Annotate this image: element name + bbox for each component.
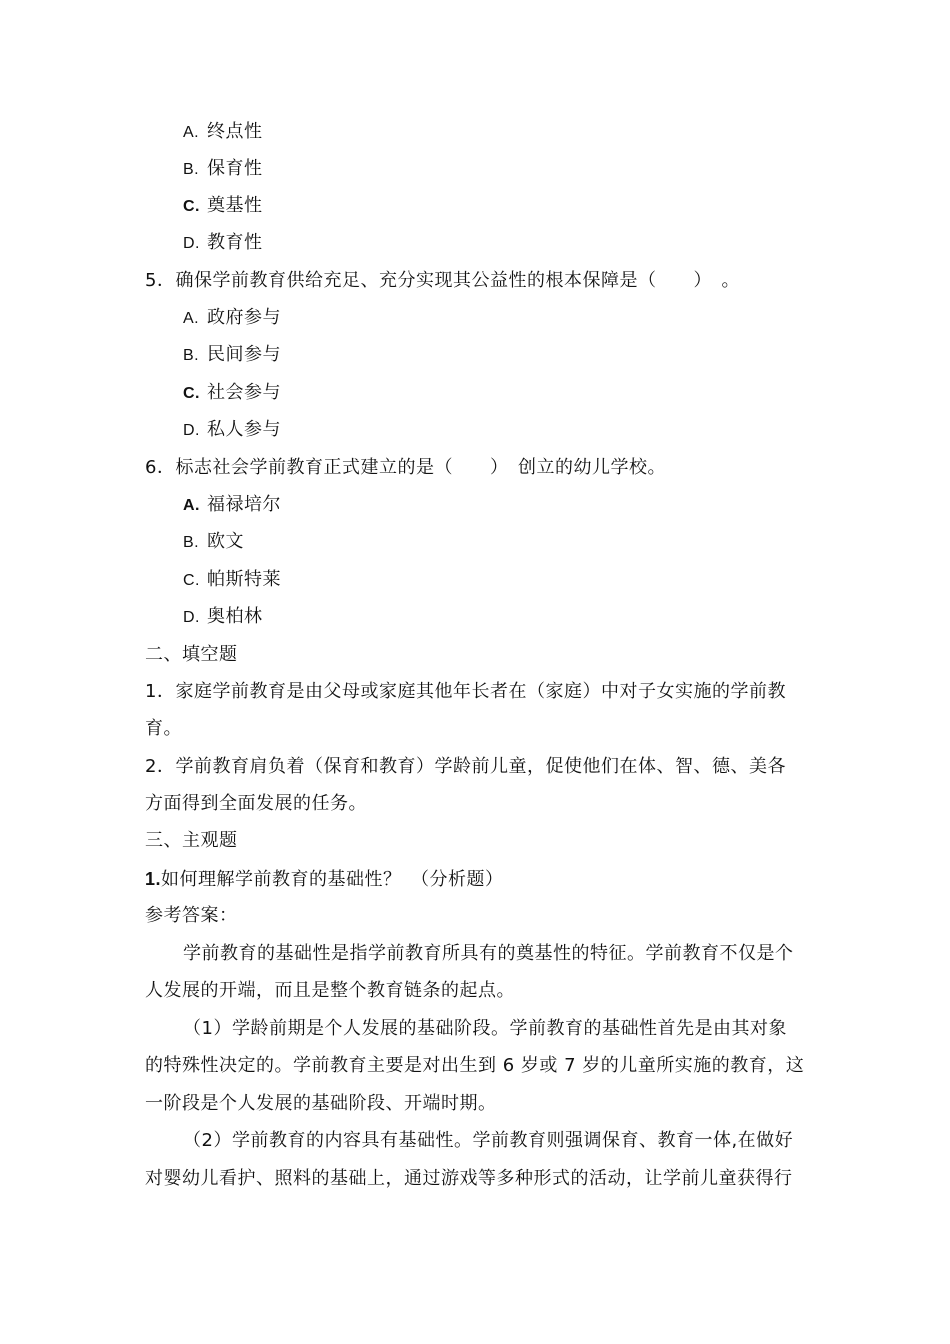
option-text: 民间参与 — [207, 344, 281, 365]
option-text: 政府参与 — [207, 307, 281, 328]
question-text: 如何理解学前教育的基础性？ （分析题） — [161, 869, 504, 890]
option-text: 私人参与 — [207, 419, 281, 440]
q5-option-c — [183, 381, 281, 406]
fill-item-1-line-1: 1．家庭学前教育是由父母或家庭其他年长者在（家庭）中对子女实施的学前教 — [145, 681, 786, 702]
q4-option-b — [183, 157, 263, 182]
answer-p3-line-2: 对婴幼儿看护、照料的基础上，通过游戏等多种形式的活动，让学前儿童获得行 — [145, 1168, 793, 1189]
option-key: B. — [183, 161, 200, 178]
option-text: 帕斯特莱 — [207, 569, 281, 590]
option-text: 教育性 — [207, 232, 263, 253]
subjective-question-1 — [145, 867, 504, 892]
option-key: B. — [183, 347, 200, 364]
option-key: D. — [183, 609, 200, 626]
answer-p2-line-2: 的特殊性决定的。学前教育主要是对出生到 6 岁或 7 岁的儿童所实施的教育，这 — [145, 1055, 805, 1076]
answer-p2-line-3: 一阶段是个人发展的基础阶段、开端时期。 — [145, 1093, 497, 1114]
q6-option-d — [183, 605, 263, 630]
q5-option-b — [183, 343, 281, 368]
option-text: 欧文 — [207, 531, 244, 552]
option-key: C. — [183, 572, 200, 589]
q4-option-d — [183, 231, 263, 256]
question-number: 1. — [145, 869, 162, 889]
option-text: 保育性 — [207, 158, 263, 179]
q5-option-d — [183, 418, 281, 443]
option-key: A. — [183, 310, 200, 327]
section-heading-subjective: 三、主观题 — [145, 830, 238, 851]
option-key: D. — [183, 235, 200, 252]
answer-p1-line-2: 人发展的开端，而且是整个教育链条的起点。 — [145, 980, 515, 1001]
q5-option-a — [183, 306, 281, 331]
q6-option-c — [183, 568, 281, 593]
q6-question: 6．标志社会学前教育正式建立的是（ ） 创立的幼儿学校。 — [145, 457, 666, 478]
q4-option-c — [183, 194, 263, 219]
option-text: 社会参与 — [207, 382, 281, 403]
option-key: D. — [183, 422, 200, 439]
fill-item-1-line-2: 育。 — [145, 718, 182, 739]
q6-option-a — [183, 493, 281, 518]
q4-option-a — [183, 120, 263, 145]
q6-option-b — [183, 530, 244, 555]
option-key: B. — [183, 534, 200, 551]
q5-question: 5．确保学前教育供给充足、充分实现其公益性的根本保障是（ ） 。 — [145, 270, 740, 291]
option-key: C. — [183, 385, 200, 402]
answer-p1-line-1: 学前教育的基础性是指学前教育所具有的奠基性的特征。学前教育不仅是个 — [183, 943, 794, 964]
option-text: 福禄培尔 — [207, 494, 281, 515]
section-heading-fill: 二、填空题 — [145, 644, 238, 665]
option-text: 终点性 — [207, 121, 263, 142]
option-key: C. — [183, 198, 200, 215]
option-key: A. — [183, 124, 200, 141]
option-key: A. — [183, 497, 200, 514]
option-text: 奠基性 — [207, 195, 263, 216]
fill-item-2-line-1: 2．学前教育肩负着（保育和教育）学龄前儿童，促使他们在体、智、德、美各 — [145, 756, 786, 777]
fill-item-2-line-2: 方面得到全面发展的任务。 — [145, 793, 367, 814]
answer-p3-line-1: （2）学前教育的内容具有基础性。学前教育则强调保育、教育一体,在做好 — [183, 1130, 794, 1151]
reference-answer-label: 参考答案： — [145, 905, 238, 926]
answer-p2-line-1: （1）学龄前期是个人发展的基础阶段。学前教育的基础性首先是由其对象 — [183, 1018, 787, 1039]
option-text: 奥柏林 — [207, 606, 263, 627]
